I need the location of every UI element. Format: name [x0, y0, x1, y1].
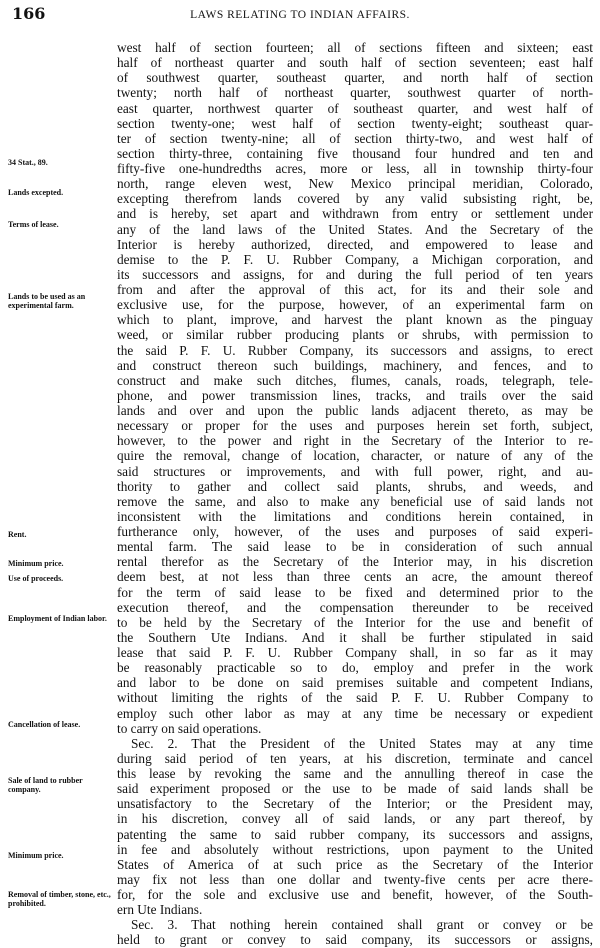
text-line: the Southern Ute Indians. And it shall be further stipulated in said — [117, 629, 593, 645]
text-line: patenting the same to said rubber company, its successors and assigns, — [117, 826, 593, 842]
text-line: without limiting the rights of the said P. F. U. Rubber Company to — [117, 690, 593, 706]
text-line: deem best, at not less than three cents an acre, the amount thereof — [117, 569, 593, 585]
margin-note-removal-prohibited: Removal of timber, stone, etc., prohibited. — [8, 890, 111, 908]
text-line: during said period of ten years, at his discretion, terminate and cancel — [117, 750, 593, 766]
text-line: quire the removal, change of location, character, or nature of any of the — [117, 448, 593, 464]
text-line: fifty-five one-hundredths acres, more or less, all in township thirty-four — [117, 161, 593, 176]
page-header — [0, 4, 600, 26]
text-line: execution thereof, and the compensation thereunder to be received — [117, 599, 593, 615]
body-text — [117, 40, 593, 948]
text-line: section twenty-one; west half of section twenty-eight; southeast quar- — [117, 115, 593, 131]
text-line: this lease by revoking the same and the annulling thereof in case the — [117, 766, 593, 781]
text-line: said experiment proposed or the use to be made of said lands shall be — [117, 781, 593, 797]
margin-note-terms-of-lease: Terms of lease. — [8, 220, 59, 229]
text-line: may fix not less than one dollar and twenty-five cents per acre there- — [117, 871, 593, 887]
text-line: however, to the power and right in the Secretary of the Interior to re- — [117, 433, 593, 449]
text-line: section thirty-three, containing five thousand four hundred and ten and — [117, 145, 593, 161]
page-number: 166 — [12, 4, 46, 23]
text-line: for, for the sole and exclusive use and benefit, however, of the South- — [117, 887, 593, 902]
text-line: be reasonably practicable so to do, employ and prefer in the work — [117, 660, 593, 676]
text-line: inconsistent with the limitations and conditions herein contained, in — [117, 508, 593, 524]
text-line: unsatisfactory to the Secretary of the Interior; or the President may, — [117, 796, 593, 812]
text-line: employ such other labor as may at any time be necessary or expedient — [117, 705, 593, 721]
text-line: furtherance only, however, of the uses and purposes of said experi- — [117, 524, 593, 539]
margin-note-use-of-proceeds: Use of proceeds. — [8, 574, 64, 583]
text-line: remove the same, and also to make any beneficial use of said lands not — [117, 493, 593, 509]
text-line: held to grant or convey to said company, its successors or assigns, — [117, 932, 593, 948]
text-line: east quarter, northwest quarter of southeast quarter, and west half of — [117, 100, 593, 116]
text-line: Sec. 3. That nothing herein contained shall grant or convey or be — [131, 917, 593, 933]
text-line: which to plant, improve, and harvest the plant known as the pinguay — [117, 312, 593, 328]
text-line: and labor to be done on said premises suitable and competent Indians, — [117, 675, 593, 691]
text-line: Sec. 2. That the President of the United States may at any time — [131, 735, 593, 751]
text-line: States of America of at such price as the Secretary of the Interior — [117, 856, 593, 872]
text-line: rental therefor as the Secretary of the Interior may, in his discretion — [117, 554, 593, 570]
margin-note-cancellation: Cancellation of lease. — [8, 720, 81, 729]
text-line: necessary or proper for the uses and purposes herein set forth, subject, — [117, 418, 593, 434]
margin-notes — [8, 40, 116, 932]
margin-note-indian-labor: Employment of Indian labor. — [8, 614, 107, 623]
text-line: demise to the P. F. U. Rubber Company, a Michigan corporation, and — [117, 251, 593, 267]
text-line: north, range eleven west, New Mexico principal meridian, Colorado, — [117, 176, 593, 192]
text-line: exclusive use, for the purpose, however, of an experimental farm on — [117, 297, 593, 313]
running-head: LAWS RELATING TO INDIAN AFFAIRS. — [190, 9, 410, 21]
text-line: for the term of said lease to be fixed and determined prior to the — [117, 584, 593, 600]
text-line: from and after the approval of this act, for its and their sole and — [117, 282, 593, 297]
text-line: the said P. F. U. Rubber Company, its successors and assigns, to erect — [117, 342, 593, 358]
margin-note-lands-excepted: Lands excepted. — [8, 188, 64, 197]
text-line: to be held by the Secretary of the Interior for the use and benefit of — [117, 614, 593, 630]
text-line: excepting therefrom lands covered by any valid subsisting right, be, — [117, 191, 593, 207]
text-line: twenty; north half of northeast quarter, southwest quarter of north- — [117, 85, 593, 101]
text-line: to carry on said operations. — [117, 720, 262, 736]
text-line: thority to gather and collect said plants, shrubs, and weeds, and — [117, 478, 593, 494]
text-line: mental farm. The said lease to be in consideration of such annual — [117, 539, 593, 555]
text-line: lease that said P. F. U. Rubber Company shall, in so far as it may — [117, 645, 593, 660]
margin-note-sale-of-land: Sale of land to rubber company. — [8, 776, 83, 794]
margin-note-minimum-price-2: Minimum price. — [8, 851, 64, 860]
text-line: any of the land laws of the United States. And the Secretary of the — [117, 221, 593, 237]
text-line: ter of section twenty-nine; all of section thirty-two, and west half of — [117, 130, 593, 146]
text-line: and is hereby, set apart and withdrawn from entry or settlement under — [117, 206, 593, 222]
text-line: construct and make such ditches, flumes, canals, roads, telegraph, tele- — [117, 372, 593, 388]
text-line: phone, and power transmission lines, tracks, and trails over the said — [117, 387, 593, 403]
text-line: Interior is hereby authorized, directed, and empowered to lease and — [117, 236, 593, 252]
margin-note-experimental-farm: Lands to be used as an experimental farm. — [8, 292, 86, 310]
text-line: of southwest quarter, southeast quarter, and north half of section — [117, 70, 593, 86]
text-line: ern Ute Indians. — [117, 902, 203, 918]
text-line: west half of section fourteen; all of sections fifteen and sixteen; east — [117, 40, 593, 55]
margin-note-statute: 34 Stat., 89. — [8, 158, 48, 167]
text-line: said structures or improvements, and with full power, right, and au- — [117, 463, 593, 479]
text-line: and construct thereon such buildings, machinery, and fences, and to — [117, 357, 593, 373]
text-line: its successors and assigns, for and during the full period of ten years — [117, 266, 593, 282]
text-line: in his discretion, convey all of said lands, or any part thereof, by — [117, 811, 593, 827]
margin-note-rent: Rent. — [8, 530, 27, 539]
margin-note-minimum-price: Minimum price. — [8, 559, 64, 568]
text-line: half of northeast quarter and south half of section seventeen; east half — [117, 55, 593, 71]
text-line: lands and over and upon the public lands adjacent thereto, as may be — [117, 403, 593, 418]
text-line: weed, or similar rubber producing plants or shrubs, with permission to — [117, 327, 593, 343]
text-line: in fee and absolutely without restrictions, upon payment to the United — [117, 841, 593, 857]
